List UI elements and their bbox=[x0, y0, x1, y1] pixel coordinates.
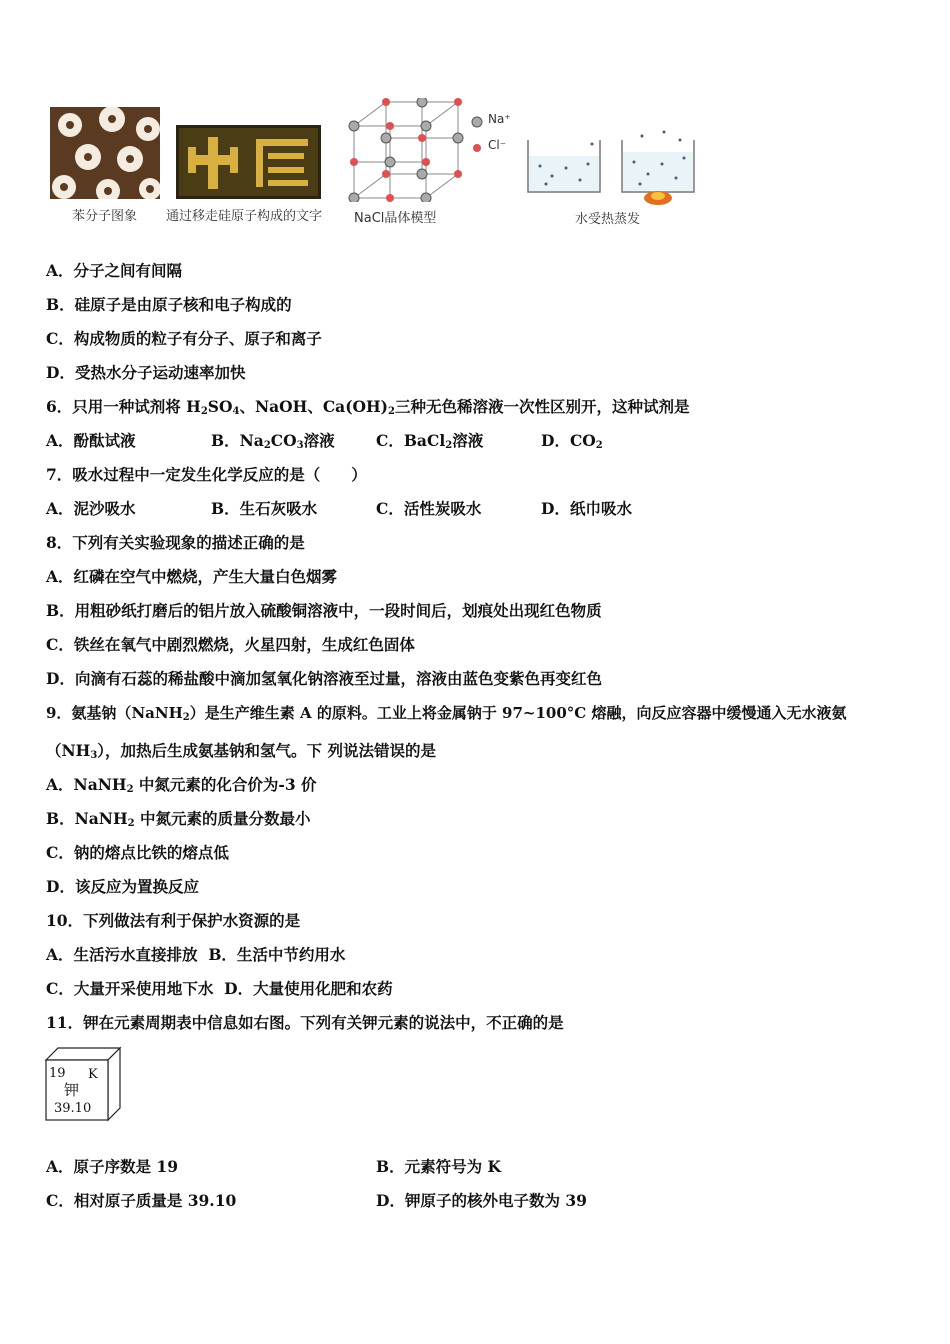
q6-option-a: A．酚酞试液 bbox=[46, 431, 136, 450]
cl-legend-label: Cl⁻ bbox=[488, 138, 507, 152]
benzene-caption: 苯分子图象 bbox=[72, 209, 138, 224]
q11-stem: 11．钾在元素周期表中信息如右图。下列有关钾元素的说法中，不正确的是 bbox=[46, 1013, 564, 1032]
q11-option-a: A．原子序数是 19 bbox=[46, 1157, 178, 1176]
nacl-caption: NaCl晶体模型 bbox=[354, 211, 437, 226]
q9-stem-line2: $(NH_3)$，加热后生成氨基钠和氢气。下 列说法错误的是 bbox=[46, 741, 436, 761]
na-legend-label: Na⁺ bbox=[488, 112, 511, 126]
q8-option-d: D．向滴有石蕊的稀盐酸中滴加氢氧化钠溶液至过量，溶液由蓝色变紫色再变红色 bbox=[46, 669, 602, 688]
q5-option-b: B．硅原子是由原子核和电子构成的 bbox=[46, 295, 292, 314]
element-mass: 39.10 bbox=[54, 1101, 92, 1116]
q10-options-ab: A．生活污水直接排放 B．生活中节约用水 bbox=[46, 945, 346, 964]
water-caption: 水受热蒸发 bbox=[575, 212, 641, 227]
q11-option-d: D．钾原子的核外电子数为 39 bbox=[376, 1191, 587, 1210]
q10-options-cd: C．大量开采使用地下水 D．大量使用化肥和农药 bbox=[46, 979, 393, 998]
silicon-text-image bbox=[176, 125, 321, 199]
cl-legend-icon bbox=[470, 140, 484, 159]
q8-stem: 8．下列有关实验现象的描述正确的是 bbox=[46, 533, 305, 552]
q11-option-b: B．元素符号为 K bbox=[376, 1157, 501, 1176]
q5-option-c: C．构成物质的粒子有分子、原子和离子 bbox=[46, 329, 322, 348]
element-number: 19 bbox=[49, 1066, 66, 1081]
q7-option-d: D．纸巾吸水 bbox=[541, 499, 632, 518]
q9-option-a: A．NaNH$_2$ 中氮元素的化合价为-3 价 bbox=[46, 775, 317, 795]
nacl-crystal-image bbox=[346, 98, 464, 202]
q8-option-b: B．用粗砂纸打磨后的铝片放入硫酸铜溶液中，一段时间后，划痕处出现红色物质 bbox=[46, 601, 602, 620]
q7-stem: 7．吸水过程中一定发生化学反应的是（ ） bbox=[46, 465, 367, 484]
q9-stem-line1: 9．氨基钠（NaNH$_2$）是生产维生素 A 的原料。工业上将金属钠于 97~100°C 熔融，向反应容器中缓慢通入无水液氨 bbox=[46, 704, 847, 723]
q9-option-c: C．钠的熔点比铁的熔点低 bbox=[46, 843, 229, 862]
q6-option-d: D．$CO_2$ bbox=[541, 431, 603, 451]
silicon-caption: 通过移走硅原子构成的文字 bbox=[166, 209, 323, 224]
element-symbol: K bbox=[88, 1067, 98, 1082]
benzene-image bbox=[50, 107, 160, 199]
q8-option-a: A．红磷在空气中燃烧，产生大量白色烟雾 bbox=[46, 567, 338, 586]
q6-option-b: B．$Na_2CO_3$溶液 bbox=[211, 431, 335, 451]
q9-option-d: D．该反应为置换反应 bbox=[46, 877, 199, 896]
q6-option-c: C．BaCl$_2$溶液 bbox=[376, 431, 484, 451]
q5-option-d: D．受热水分子运动速率加快 bbox=[46, 363, 246, 382]
q5-option-a: A．分子之间有间隔 bbox=[46, 261, 183, 280]
q8-option-c: C．铁丝在氧气中剧烈燃烧，火星四射，生成红色固体 bbox=[46, 635, 415, 654]
q7-option-b: B．生石灰吸水 bbox=[211, 499, 318, 518]
q11-option-c: C．相对原子质量是 39.10 bbox=[46, 1191, 237, 1210]
q9-option-b: B．NaNH$_2$ 中氮元素的质量分数最小 bbox=[46, 809, 311, 829]
q10-stem: 10．下列做法有利于保护水资源的是 bbox=[46, 911, 301, 930]
q6-stem: 6．只用一种试剂将 $H_2SO_4$、NaOH、$Ca(OH)_2$三种无色稀溶液一次性区别开，这种试剂是 bbox=[46, 397, 690, 417]
q7-option-a: A．泥沙吸水 bbox=[46, 499, 136, 518]
water-evaporation-image bbox=[522, 128, 702, 206]
na-legend-icon bbox=[470, 114, 484, 133]
element-name: 钾 bbox=[64, 1081, 80, 1099]
potassium-element-cell bbox=[44, 1046, 124, 1124]
q7-option-c: C．活性炭吸水 bbox=[376, 499, 482, 518]
